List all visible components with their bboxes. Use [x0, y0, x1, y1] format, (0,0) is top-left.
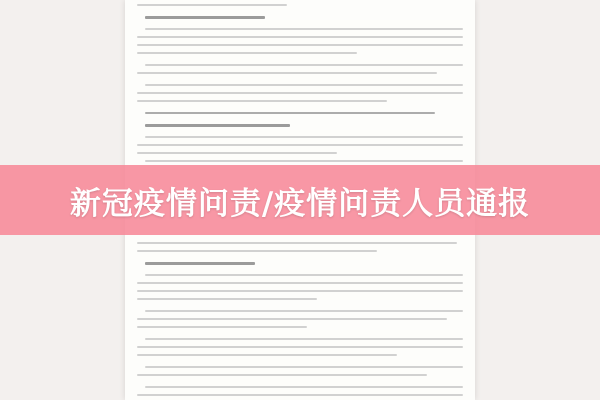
doc-text-line [137, 282, 463, 284]
doc-text-line [145, 136, 463, 138]
doc-text-line [137, 394, 463, 396]
doc-section-heading [145, 124, 290, 127]
doc-text-line [137, 318, 447, 320]
doc-text-line [145, 84, 463, 86]
doc-text-line [137, 100, 387, 102]
doc-text-line [137, 346, 463, 348]
doc-text-line [137, 374, 427, 376]
doc-text-line [145, 310, 463, 312]
doc-text-line [145, 338, 463, 340]
doc-text-line [137, 290, 463, 292]
doc-text-line [137, 4, 287, 6]
doc-text-line [137, 72, 437, 74]
doc-text-line [137, 52, 357, 54]
doc-text-line [145, 64, 463, 66]
doc-text-line [145, 28, 463, 30]
title-banner [0, 165, 600, 235]
doc-text-line [137, 326, 307, 328]
doc-text-line [137, 298, 317, 300]
doc-text-line [137, 242, 457, 244]
doc-text-line [145, 160, 463, 162]
doc-text-line [145, 366, 463, 368]
doc-text-line [137, 354, 397, 356]
doc-text-line [137, 152, 337, 154]
doc-text-line [145, 386, 463, 388]
banner-title: 新冠疫情问责/疫情问责人员通报 [69, 185, 531, 222]
doc-text-line [137, 144, 463, 146]
doc-text-line [145, 112, 435, 114]
doc-section-heading [145, 262, 255, 265]
doc-text-line [137, 36, 463, 38]
doc-text-line [137, 250, 377, 252]
doc-section-heading [145, 16, 265, 19]
doc-text-line [145, 274, 463, 276]
doc-text-line [137, 44, 463, 46]
doc-text-line [137, 92, 463, 94]
